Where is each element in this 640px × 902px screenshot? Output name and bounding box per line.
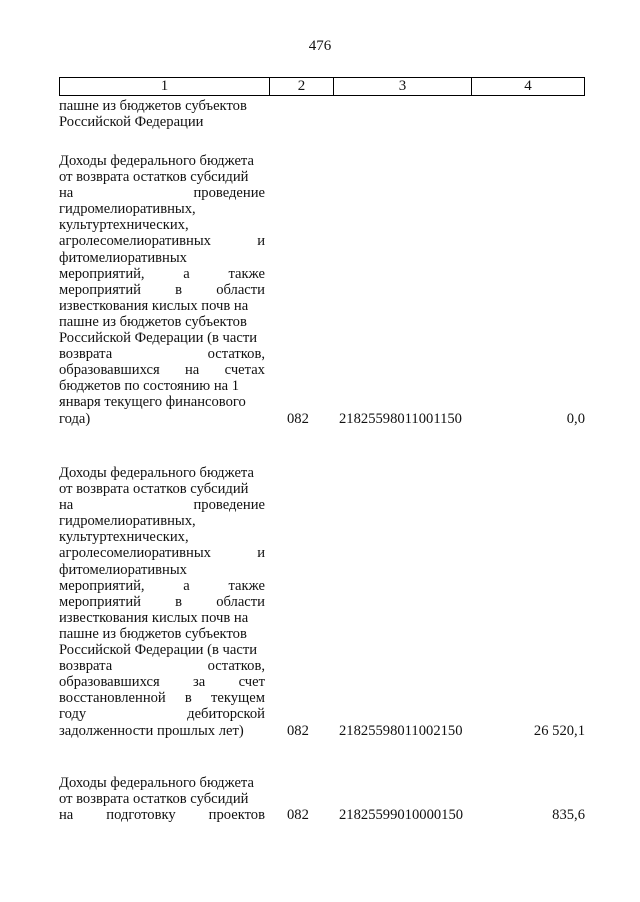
row-description	[59, 775, 265, 823]
text-line	[59, 346, 265, 362]
text-word: счет	[238, 674, 265, 691]
text-line	[59, 578, 265, 594]
text-word: а	[183, 265, 190, 282]
text-word: образовавшихся	[59, 362, 160, 379]
text-word: текущем	[210, 690, 265, 707]
text-word: известкования кислых почв на	[59, 609, 249, 626]
text-line	[59, 185, 265, 201]
admin-code: 082	[287, 410, 309, 427]
text-word: счетах	[224, 362, 265, 379]
text-line	[59, 775, 265, 791]
text-line	[59, 362, 265, 378]
text-line	[59, 169, 265, 185]
text-line	[59, 378, 265, 394]
text-word: Доходы федерального бюджета	[59, 775, 254, 791]
text-line	[59, 465, 265, 481]
text-line	[59, 706, 265, 722]
amount-value: 26 520,1	[533, 722, 585, 739]
text-line	[59, 394, 265, 410]
amount-value: 0,0	[566, 410, 585, 427]
text-word: а	[183, 577, 190, 594]
text-word: проектов	[208, 807, 265, 824]
text-line	[59, 562, 265, 578]
row-description	[59, 465, 265, 739]
text-word: на	[59, 807, 74, 824]
text-word: области	[216, 593, 265, 610]
text-word: восстановленной	[59, 690, 166, 707]
text-line	[59, 314, 265, 330]
text-line	[59, 610, 265, 626]
text-line: Российской Федерации	[59, 114, 204, 131]
text-line	[59, 481, 265, 497]
text-word: пашне из бюджетов субъектов	[59, 313, 247, 330]
admin-code: 082	[287, 722, 309, 739]
row-description	[59, 153, 265, 427]
text-word: Доходы федерального бюджета	[59, 465, 254, 481]
text-line	[59, 282, 265, 298]
text-word: и	[257, 545, 265, 562]
text-word: культуртехнических,	[59, 217, 189, 234]
text-word: Доходы федерального бюджета	[59, 153, 254, 169]
text-word: на	[59, 497, 74, 514]
text-word: января текущего финансового	[59, 394, 246, 411]
text-word: подготовку	[106, 807, 176, 824]
text-line	[59, 411, 265, 427]
text-line	[59, 642, 265, 658]
text-line	[59, 266, 265, 282]
text-word: на	[185, 362, 200, 379]
text-line	[59, 217, 265, 233]
text-word: культуртехнических,	[59, 529, 189, 546]
text-word: фитомелиоративных	[59, 249, 187, 266]
text-word: дебиторской	[187, 706, 265, 723]
text-word: возврата	[59, 658, 113, 675]
text-word: Российской Федерации (в части	[59, 330, 258, 347]
text-line	[59, 529, 265, 545]
text-line	[59, 723, 265, 739]
column-number-2: 2	[270, 78, 334, 95]
text-line	[59, 201, 265, 217]
text-word: года)	[59, 410, 91, 427]
text-line	[59, 658, 265, 674]
text-word: остатков,	[207, 658, 265, 675]
text-word: от возврата остатков субсидий	[59, 481, 249, 498]
text-word: мероприятий	[59, 593, 141, 610]
text-line	[59, 690, 265, 706]
text-word: агролесомелиоративных	[59, 233, 211, 250]
text-word: остатков,	[207, 346, 265, 363]
continuation-text	[59, 98, 265, 130]
text-word: проведение	[193, 497, 265, 514]
text-word: также	[228, 265, 265, 282]
text-line	[59, 330, 265, 346]
text-word: агролесомелиоративных	[59, 545, 211, 562]
text-line	[59, 594, 265, 610]
text-word: гидромелиоративных,	[59, 513, 196, 530]
column-number-1: 1	[60, 78, 270, 95]
text-word: мероприятий	[59, 281, 141, 298]
text-line	[59, 250, 265, 266]
text-line	[59, 807, 265, 823]
text-word: фитомелиоративных	[59, 561, 187, 578]
text-word: в	[175, 281, 183, 298]
text-word: от возврата остатков субсидий	[59, 169, 249, 186]
text-line: пашне из бюджетов субъектов	[59, 98, 247, 114]
text-word: в	[184, 690, 192, 707]
column-number-3: 3	[334, 78, 472, 95]
text-word: образовавшихся	[59, 674, 160, 691]
amount-value: 835,6	[552, 807, 585, 824]
text-word: в	[175, 593, 183, 610]
text-word: от возврата остатков субсидий	[59, 791, 249, 808]
text-line	[59, 233, 265, 249]
text-word: Российской Федерации (в части	[59, 642, 258, 659]
table-column-header	[59, 77, 585, 96]
text-word: пашне из бюджетов субъектов	[59, 625, 247, 642]
text-word: году	[59, 706, 87, 723]
text-word: также	[228, 577, 265, 594]
text-word: и	[257, 233, 265, 250]
text-word: на	[59, 185, 74, 202]
text-word: области	[216, 281, 265, 298]
budget-classification-code: 21825599010000150	[339, 807, 464, 824]
text-word: известкования кислых почв на	[59, 297, 249, 314]
text-word: за	[193, 674, 206, 691]
text-line	[59, 153, 265, 169]
text-word: бюджетов по состоянию на 1	[59, 378, 240, 395]
budget-classification-code: 21825598011001150	[339, 410, 462, 427]
budget-classification-code: 21825598011002150	[339, 722, 463, 739]
text-line	[59, 626, 265, 642]
text-word: задолженности прошлых лет)	[59, 722, 244, 739]
text-line	[59, 298, 265, 314]
text-line	[59, 513, 265, 529]
text-line	[59, 791, 265, 807]
text-line	[59, 674, 265, 690]
text-line	[59, 497, 265, 513]
text-word: мероприятий,	[59, 265, 145, 282]
page-number: 476	[308, 38, 332, 54]
text-word: гидромелиоративных,	[59, 201, 196, 218]
admin-code: 082	[287, 807, 309, 824]
text-line	[59, 545, 265, 561]
text-word: возврата	[59, 346, 113, 363]
text-word: мероприятий,	[59, 577, 145, 594]
column-number-4: 4	[524, 78, 532, 94]
text-word: проведение	[193, 185, 265, 202]
